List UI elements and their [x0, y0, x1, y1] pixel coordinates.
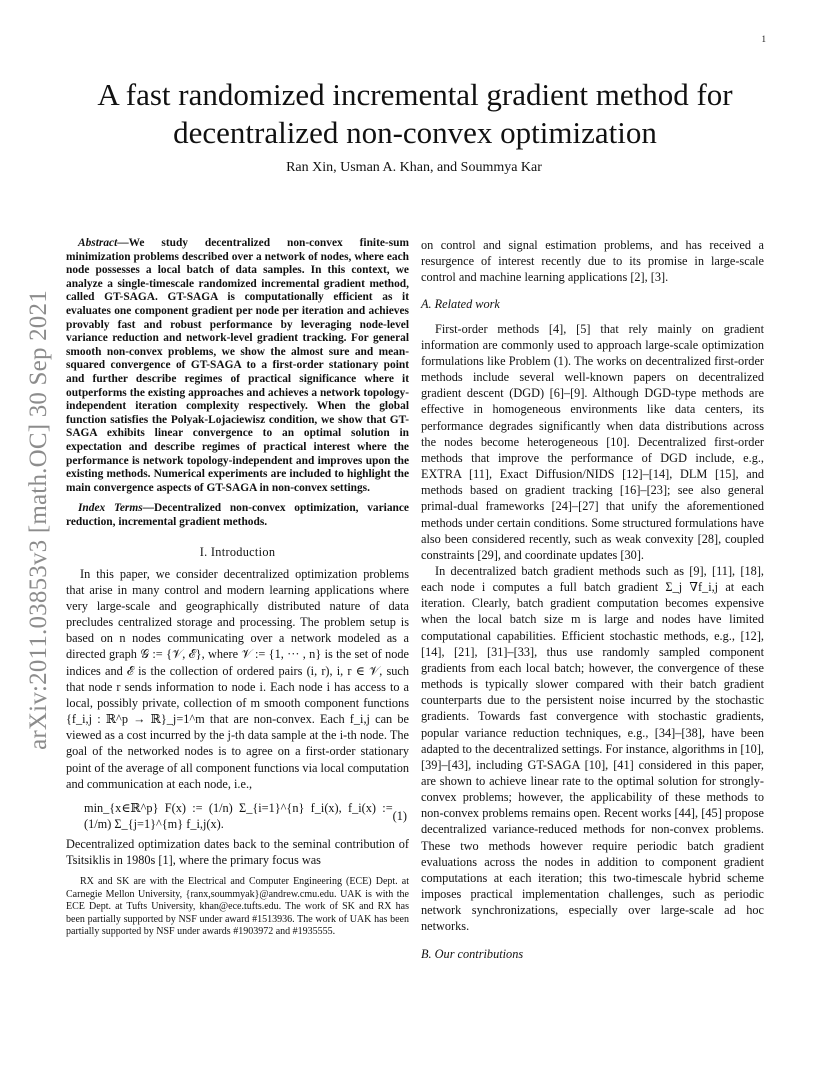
page-number: 1: [761, 34, 766, 44]
related-work-paragraph-1: First-order methods [4], [5] that rely mainly on gradient information are commonly used to approach large-scale optimization formulations like Problem (1). The works on decentralized first-order methods include several well-known papers on decentralized gradient descent (DGD) [6]–[9]. Although DGD-type methods are effective in homogeneous environments like data centers, its performance degrades significantly when data distributions across the nodes become heterogeneous [10]. Decentralized first-order methods that improve the performance of DGD include, e.g., EXTRA [11], Exact Diffusion/NIDS [12]–[14], DLM [15], and methods based on gradient tracking [16]–[23]; see also general primal-dual frameworks [24]–[27] that unify the aforementioned methods under certain conditions. Some structured formulations have also been considered recently, such as weak convexity [28], coupled constraints [29], and coordinate updates [30].: [421, 321, 764, 562]
footnote: RX and SK are with the Electrical and Computer Engineering (ECE) Dept. at Carnegie Mellon University, {ranx,soummyak}@andrew.cmu.edu. UAK is with the ECE Dept. at Tufts University, khan@ece.tufts.edu. The work of SK and RX has been partially supported by NSF under award #1513936. The work of UAK has been partially supported by NSF under awards #1903972 and #1935555.: [66, 876, 409, 938]
abstract-label: Abstract: [78, 237, 118, 249]
intro-paragraph-2: Decentralized optimization dates back to the seminal contribution of Tsitsiklis in 1980s [1], where the primary focus was: [66, 837, 409, 868]
equation-1: [66, 800, 409, 832]
abstract-text: —We study decentralized non-convex finite-sum minimization problems described over a network of nodes, where each node possesses a local batch of data samples. In this context, we analyze a single-timescale randomized incremental gradient method, called GT-SAGA. GT-SAGA is computationally efficient as it evaluates one component gradient per node per iteration and achieves provably fast and robust performance by leveraging node-level variance reduction and network-level gradient tracking. For general smooth non-convex problems, we show the almost sure and mean-squared convergence of GT-SAGA to a first-order stationary point and further describe regimes of practical significance where it outperforms the existing approaches and achieves a network topology-independent iteration complexity respectively. When the global function satisfies the Polyak-Lojaciewisz condition, we show that GT-SAGA exhibits linear convergence to an optimal solution in expectation and describe regimes of practical interest where the performance is network topology-independent and improves upon the existing methods. Numerical experiments are included to highlight the main convergence aspects of GT-SAGA in non-convex settings.: [66, 237, 409, 494]
index-terms-text: —Decentralized non-convex optimization, variance reduction, incremental gradient methods.: [66, 502, 409, 528]
intro-paragraph-1: In this paper, we consider decentralized optimization problems that arise in many control and modern learning applications where very large-scale and geographically distributed nature of data precludes centralized storage and processing. The problem setup is based on n nodes communicating over a network modeled as a directed graph 𝒢 := {𝒱, ℰ}, where 𝒱 := {1, ··· , n} is the set of node indices and ℰ is the collection of ordered pairs (i, r), i, r ∈ 𝒱, such that node r sends information to node i. Each node i has access to a local, possibly private, collection of m smooth component functions {f_i,j : ℝ^p → ℝ}_j=1^m that are non-convex. Each f_i,j can be viewed as a cost incurred by the j-th data sample at the i-th node. The goal of the networked nodes is to agree on a first-order stationary point of the average of all component functions via local computation and communication at each node, i.e.,: [66, 566, 409, 791]
author-list: Ran Xin, Usman A. Khan, and Soummya Kar: [286, 160, 542, 175]
subsection-heading-contributions: B. Our contributions: [421, 946, 524, 961]
index-terms-label: Index Terms: [78, 502, 143, 515]
index-terms: [66, 502, 409, 529]
right-column: [421, 237, 764, 970]
abstract: [66, 237, 409, 495]
arxiv-stamp-text: arXiv:2011.03853v3 [math.OC] 30 Sep 2021: [25, 290, 52, 750]
section-heading-introduction: I. Introduction: [199, 545, 276, 560]
arxiv-stamp: [16, 270, 62, 770]
left-column: [66, 237, 409, 938]
equation-body: min_{x∈ℝ^p} F(x) := (1/n) Σ_{i=1}^{n} f_i(x), f_i(x) := (1/m) Σ_{j=1}^{m} f_i,j(x).: [84, 800, 393, 831]
paper-title: A fast randomized incremental gradient method for decentralized non-convex optimization: [97, 77, 733, 150]
equation-number: (1): [392, 808, 407, 823]
subsection-heading-related-work: A. Related work: [421, 297, 500, 312]
right-paragraph-continued: on control and signal estimation problems, and has received a resurgence of interest recently due to its promise in large-scale control and machine learning applications [2], [3].: [421, 238, 764, 285]
related-work-paragraph-2: In decentralized batch gradient methods such as [9], [11], [18], each node i computes a full batch gradient Σ_j ∇f_i,j at each iteration. Clearly, batch gradient computation becomes expensive when the local batch size m is large and nodes have limited computational capabilities. Efficient stochastic methods, e.g., [12], [14], [21], [31]–[33], thus use randomly sampled component gradients from each local batch; however, the convergence of these methods is typically slower compared with their batch gradient counterparts due to the persistent noise incurred by the stochastic gradients. Towards fast convergence with stochastic gradients, popular variance reduction techniques, e.g., [34]–[38], have been adapted to the decentralized settings. For instance, algorithms in [10], [39]–[43], including GT-SAGA [10], [41] considered in this paper, are shown to achieve linear rate to the optimal solution for strongly-convex problems; however, the applicability of these methods to non-convex problems remains open. Recent works [44], [45] propose decentralized variance-reduced methods for non-convex problems. These two methods however require periodic batch gradient evaluations across the nodes in addition to component gradient computations at each iteration; this two-timescale hybrid scheme imposes practical implementation challenges, such as periodic network synchronizations, especially over large-scale ad hoc networks.: [421, 563, 764, 934]
